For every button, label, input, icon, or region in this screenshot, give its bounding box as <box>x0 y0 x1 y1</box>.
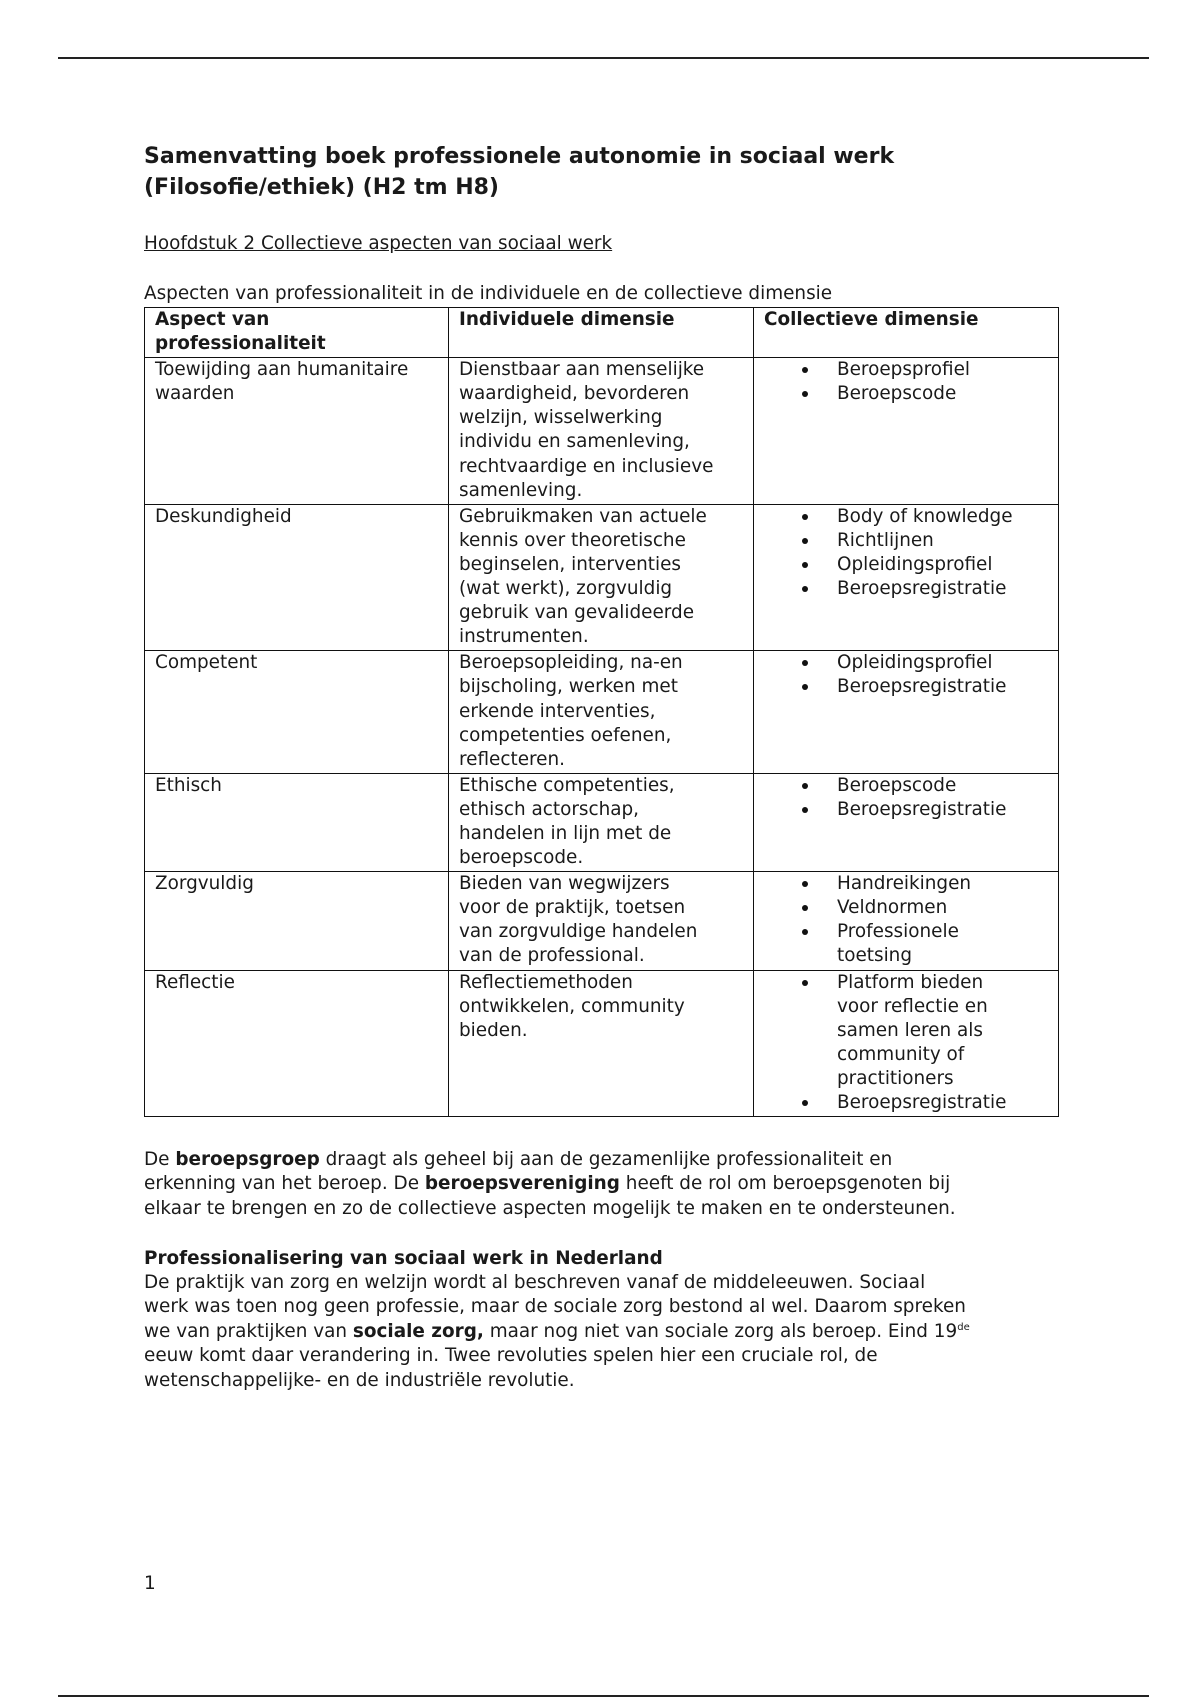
individual-text-line: beroepscode. <box>459 847 584 869</box>
paragraph-professionalisering <box>144 1271 970 1393</box>
bullet-text-line: Beroepsregistratie <box>837 676 1007 698</box>
collective-bullet-list <box>764 651 1052 699</box>
individual-text-line: (wat werkt), zorgvuldig <box>459 578 673 600</box>
bullet-icon <box>802 783 808 789</box>
individual-text-line: Ethische competenties, <box>459 774 675 796</box>
table-row <box>145 651 1059 773</box>
bullet-icon <box>802 562 808 568</box>
bullet-text-line: Beroepsregistratie <box>837 798 1007 820</box>
paragraph-line <box>144 1172 956 1196</box>
bullet-icon <box>802 514 808 520</box>
aspect-cell <box>145 970 449 1117</box>
title-line: (Filosofie/ethiek) (H2 tm H8) <box>144 174 499 200</box>
text-run: werk was toen nog geen professie, maar de sociale zorg bestond al wel. Daarom spreken <box>144 1296 966 1318</box>
individual-text-line: bieden. <box>459 1019 528 1041</box>
individual-dimension-cell <box>449 504 754 651</box>
individual-text-line: individu en samenleving, <box>459 431 690 453</box>
bullet-item <box>764 675 1052 699</box>
aspect-cell <box>145 651 449 773</box>
bold-term: beroepsgroep <box>175 1149 320 1170</box>
bullet-text-line: voor reflectie en <box>837 995 988 1017</box>
aspect-cell <box>145 872 449 970</box>
text-run: eeuw komt daar verandering in. Twee revoluties spelen hier een cruciale rol, de <box>144 1345 878 1367</box>
individual-text-line: Bieden van wegwijzers <box>459 873 670 895</box>
paragraph-beroepsgroep <box>144 1148 956 1221</box>
bullet-icon <box>802 538 808 544</box>
text-run: De <box>144 1149 176 1170</box>
table-row <box>145 504 1059 651</box>
aspect-text-line: waarden <box>155 383 235 405</box>
collective-bullet-list <box>764 358 1052 406</box>
bullet-item <box>764 577 1052 601</box>
text-run: erkenning van het beroep. De <box>144 1173 425 1195</box>
bullet-item <box>764 872 1052 896</box>
individual-text-line: ontwikkelen, community <box>459 995 685 1017</box>
bullet-icon <box>802 660 808 666</box>
bullet-text-line: Opleidingsprofiel <box>837 652 993 674</box>
bullet-text-line: Beroepsregistratie <box>837 1092 1007 1113</box>
bullet-item <box>764 1091 1052 1115</box>
individual-text-line: welzijn, wisselwerking <box>459 407 663 429</box>
header-text-line: Aspect van <box>155 309 270 330</box>
paragraph-line <box>144 1369 970 1393</box>
header-text-line: Collectieve dimensie <box>764 309 979 330</box>
paragraph-line <box>144 1197 956 1221</box>
aspect-cell <box>145 773 449 871</box>
individual-text-line: kennis over theoretische <box>459 529 686 551</box>
text-run: heeft de rol om beroepsgenoten bij <box>619 1173 951 1195</box>
individual-text-line: Dienstbaar aan menselijke <box>459 359 705 381</box>
collective-dimension-cell <box>754 773 1059 871</box>
bullet-item <box>764 382 1052 406</box>
text-run: wetenschappelijke- en de industriële revolutie. <box>144 1369 575 1391</box>
individual-text-line: beginselen, interventies <box>459 553 682 575</box>
bullet-item <box>764 529 1052 553</box>
individual-text-line: waardigheid, bevorderen <box>459 383 690 405</box>
aspect-text-line: Competent <box>155 652 258 674</box>
bullet-text-line: Body of knowledge <box>837 505 1013 527</box>
individual-dimension-cell <box>449 970 754 1117</box>
chapter-heading: Hoofdstuk 2 Collectieve aspecten van sociaal werk <box>144 233 613 254</box>
individual-dimension-cell <box>449 651 754 773</box>
paragraph-line <box>144 1271 970 1295</box>
table-row <box>145 773 1059 871</box>
document-title <box>144 142 894 203</box>
footer-rule <box>58 1695 1149 1697</box>
bullet-text-line: toetsing <box>837 945 913 967</box>
text-run: maar nog niet van sociale zorg als beroep. Eind 19 <box>483 1320 958 1342</box>
collective-dimension-cell <box>754 970 1059 1117</box>
table-head <box>145 308 1059 358</box>
professionalism-aspects-table <box>144 307 1059 1117</box>
bullet-icon <box>802 881 808 887</box>
bullet-icon <box>802 807 808 813</box>
bullet-icon <box>802 1100 808 1106</box>
aspect-cell <box>145 504 449 651</box>
bold-term: sociale zorg, <box>352 1320 484 1342</box>
bullet-icon <box>802 367 808 373</box>
text-run: elkaar te brengen en zo de collectieve aspecten mogelijk te maken en te ondersteunen. <box>144 1197 956 1219</box>
collective-bullet-list <box>764 774 1052 822</box>
individual-text-line: bijscholing, werken met <box>459 676 678 698</box>
aspect-text-line: Toewijding aan humanitaire <box>155 359 409 381</box>
bullet-item <box>764 971 1052 1091</box>
individual-dimension-cell <box>449 358 754 505</box>
table-caption: Aspecten van professionaliteit in de individuele en de collectieve dimensie <box>144 283 833 304</box>
text-run: draagt als geheel bij aan de gezamenlijke professionaliteit en <box>319 1149 893 1170</box>
collective-dimension-cell <box>754 651 1059 773</box>
bold-term: beroepsvereniging <box>424 1173 620 1195</box>
bullet-text-line: practitioners <box>837 1067 954 1089</box>
bullet-icon <box>802 905 808 911</box>
bullet-item <box>764 505 1052 529</box>
bullet-item <box>764 798 1052 822</box>
table-header-cell <box>754 308 1059 358</box>
individual-text-line: reflecteren. <box>459 748 565 770</box>
collective-bullet-list <box>764 505 1052 601</box>
paragraph-line <box>144 1295 970 1319</box>
bullet-icon <box>802 586 808 592</box>
individual-text-line: voor de praktijk, toetsen <box>459 897 686 919</box>
individual-text-line: erkende interventies, <box>459 700 656 722</box>
section-heading: Professionalisering van sociaal werk in Nederland <box>144 1248 663 1269</box>
individual-text-line: Gebruikmaken van actuele <box>459 505 707 527</box>
text-run: we van praktijken van <box>144 1320 353 1342</box>
bullet-text-line: Richtlijnen <box>837 529 934 551</box>
bullet-icon <box>802 684 808 690</box>
individual-text-line: samenleving. <box>459 479 583 501</box>
individual-text-line: van zorgvuldige handelen <box>459 921 698 943</box>
bullet-text-line: samen leren als <box>837 1019 983 1041</box>
aspect-text-line: Deskundigheid <box>155 505 292 527</box>
bullet-text-line: Professionele <box>837 921 959 943</box>
bullet-icon <box>802 980 808 986</box>
bullet-item <box>764 920 1052 968</box>
collective-dimension-cell <box>754 358 1059 505</box>
header-rule <box>58 57 1149 59</box>
individual-text-line: handelen in lijn met de <box>459 822 672 844</box>
bullet-text-line: Opleidingsprofiel <box>837 553 993 575</box>
table-header-cell <box>145 308 449 358</box>
collective-bullet-list <box>764 971 1052 1116</box>
individual-text-line: gebruik van gevalideerde <box>459 602 695 624</box>
bullet-text-line: Platform bieden <box>837 971 984 993</box>
table-header-row <box>145 308 1059 358</box>
table-header-cell <box>449 308 754 358</box>
table-row <box>145 358 1059 505</box>
header-text-line: professionaliteit <box>155 333 326 355</box>
text-run: De praktijk van zorg en welzijn wordt al beschreven vanaf de middeleeuwen. Sociaal <box>144 1272 926 1293</box>
bullet-text-line: Beroepscode <box>837 383 957 405</box>
bullet-text-line: Veldnormen <box>837 897 948 919</box>
aspect-text-line: Ethisch <box>155 774 222 796</box>
bullet-item <box>764 553 1052 577</box>
collective-dimension-cell <box>754 504 1059 651</box>
bullet-text-line: Beroepscode <box>837 774 957 796</box>
superscript-text: de <box>957 1321 970 1333</box>
bullet-text-line: community of <box>837 1043 965 1065</box>
title-line: Samenvatting boek professionele autonomie in sociaal werk <box>144 144 895 169</box>
aspect-text-line: Zorgvuldig <box>155 873 254 895</box>
bullet-icon <box>802 391 808 397</box>
individual-dimension-cell <box>449 872 754 970</box>
individual-text-line: Reflectiemethoden <box>459 971 633 993</box>
table-row <box>145 970 1059 1117</box>
bullet-icon <box>802 929 808 935</box>
page-number: 1 <box>144 1573 156 1594</box>
individual-text-line: instrumenten. <box>459 626 589 648</box>
collective-dimension-cell <box>754 872 1059 970</box>
individual-text-line: van de professional. <box>459 945 645 967</box>
bullet-item <box>764 358 1052 382</box>
individual-text-line: rechtvaardige en inclusieve <box>459 455 714 477</box>
individual-text-line: competenties oefenen, <box>459 724 672 746</box>
bullet-item <box>764 896 1052 920</box>
bullet-text-line: Handreikingen <box>837 873 972 895</box>
bullet-text-line: Beroepsprofiel <box>837 359 970 381</box>
individual-text-line: Beroepsopleiding, na-en <box>459 652 683 674</box>
paragraph-line <box>144 1344 970 1368</box>
paragraph-line <box>144 1148 956 1172</box>
individual-text-line: ethisch actorschap, <box>459 798 640 820</box>
bullet-item <box>764 651 1052 675</box>
individual-dimension-cell <box>449 773 754 871</box>
header-text-line: Individuele dimensie <box>459 309 675 330</box>
aspect-cell <box>145 358 449 505</box>
aspect-text-line: Reflectie <box>155 971 235 993</box>
paragraph-line <box>144 1320 970 1344</box>
table-body <box>145 358 1059 1117</box>
bullet-text-line: Beroepsregistratie <box>837 578 1007 600</box>
bullet-item <box>764 774 1052 798</box>
collective-bullet-list <box>764 872 1052 968</box>
table-row <box>145 872 1059 970</box>
